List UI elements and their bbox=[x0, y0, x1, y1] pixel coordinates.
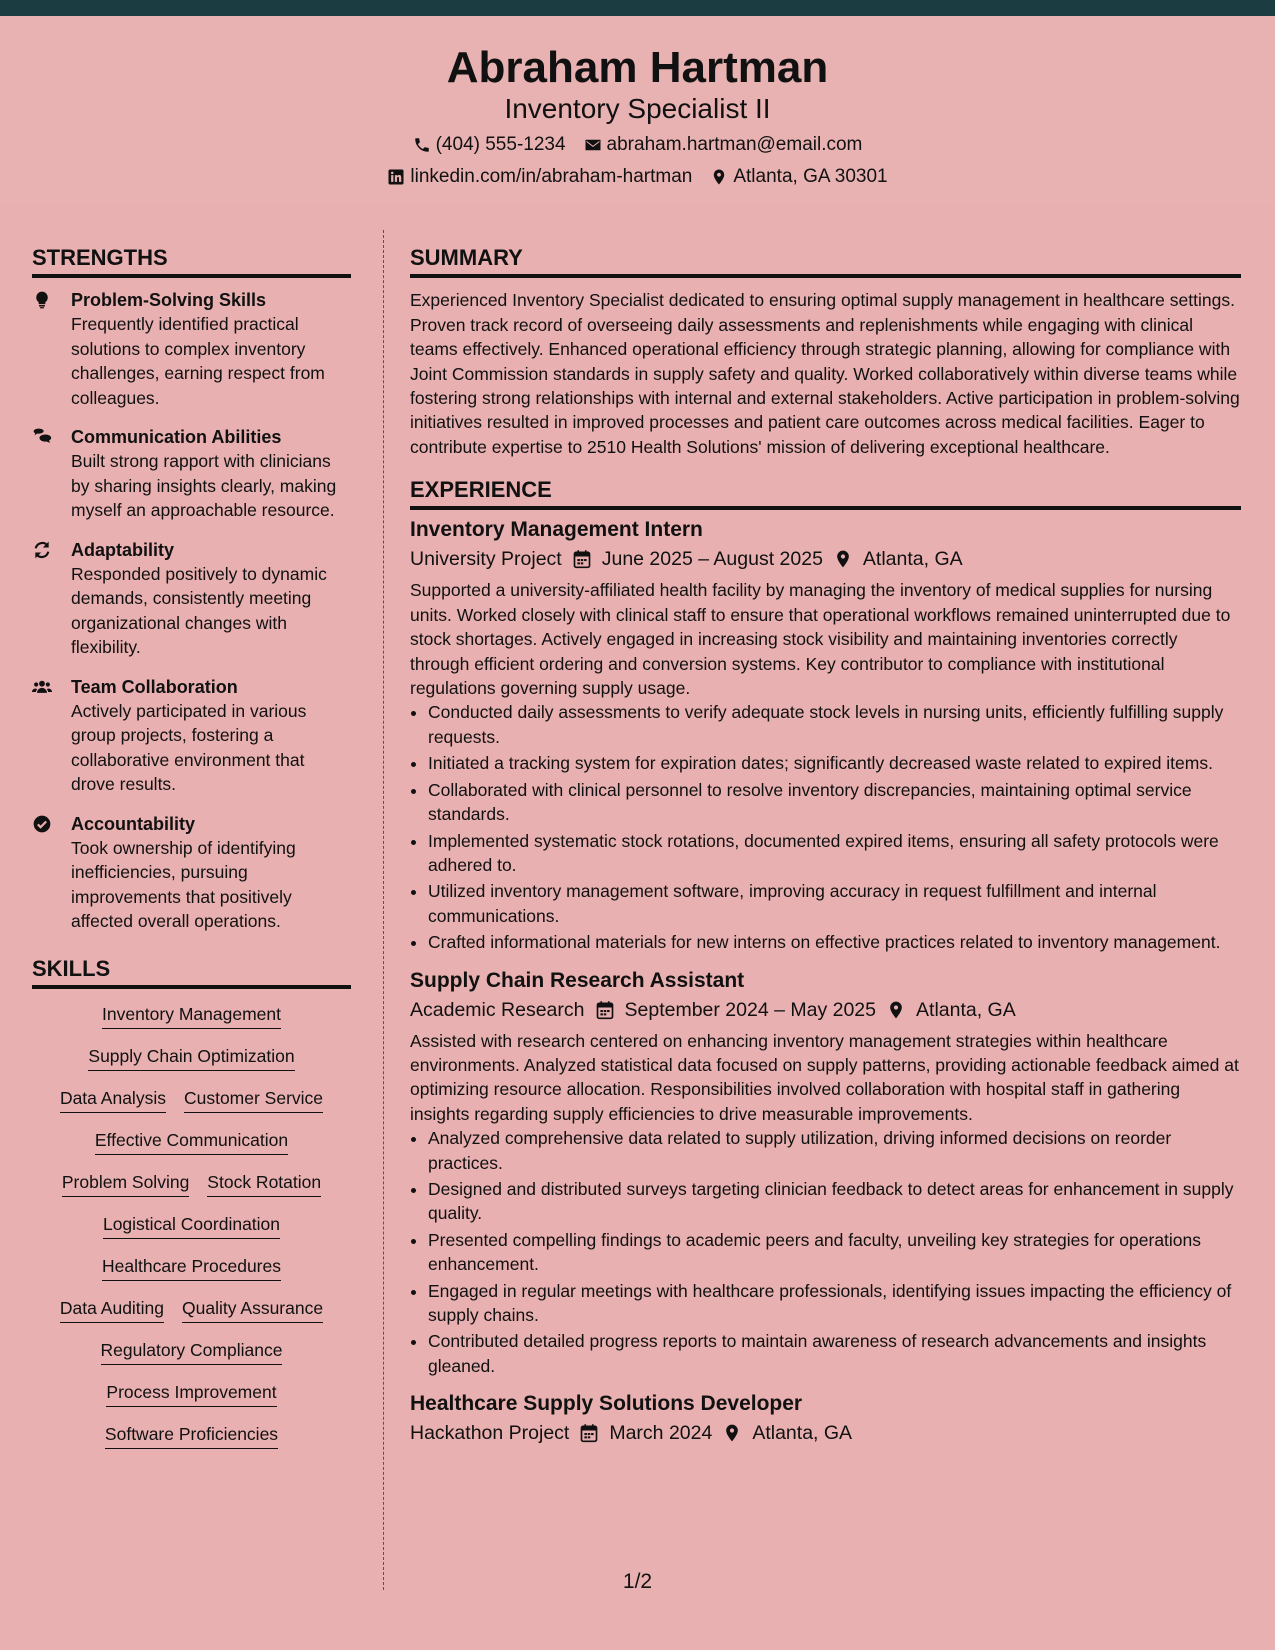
strength-name: Problem-Solving Skills bbox=[71, 290, 267, 311]
skills-heading: SKILLS bbox=[32, 956, 351, 989]
job-bullets bbox=[410, 1126, 1241, 1378]
check-circle-icon bbox=[32, 814, 54, 834]
job-entry bbox=[410, 516, 1241, 954]
strength-item bbox=[32, 425, 351, 523]
strength-desc: Actively participated in various group projects, fostering a collaborative environment that drove results. bbox=[71, 700, 307, 795]
calendar-icon bbox=[572, 549, 592, 569]
phone-contact bbox=[413, 134, 566, 156]
job-dates: March 2024 bbox=[609, 1422, 713, 1445]
strength-item bbox=[32, 812, 351, 934]
skill-tag: Effective Communication bbox=[95, 1129, 288, 1155]
linkedin-icon bbox=[387, 168, 405, 186]
skill-tag: Data Auditing bbox=[60, 1297, 164, 1323]
strength-name: Accountability bbox=[71, 813, 196, 834]
linkedin-text[interactable]: linkedin.com/in/abraham-hartman bbox=[410, 166, 693, 187]
strength-item bbox=[32, 538, 351, 660]
phone-text[interactable]: (404) 555-1234 bbox=[435, 134, 566, 155]
skill-row bbox=[32, 1003, 351, 1029]
bullet-item: • Conducted daily assessments to verify adequate stock levels in nursing units, efficiently fulfilling supply requests. bbox=[428, 700, 1241, 749]
skill-row bbox=[32, 1255, 351, 1281]
job-description: Assisted with research centered on enhancing inventory management strategies within healthcare environments. Analyzed statistical data focused on supply patterns, providing actionable feedback aimed at optimizing resource allocation. Responsibilities involved collaboration with hospital staff in gathering insights regarding supply efficiencies to drive measurable improvements. bbox=[410, 1030, 1239, 1124]
email-contact bbox=[584, 134, 863, 156]
strength-desc: Took ownership of identifying inefficiencies, pursuing improvements that positively affected overall operations. bbox=[71, 837, 296, 932]
skill-tag: Logistical Coordination bbox=[103, 1213, 280, 1239]
job-meta bbox=[410, 1418, 1241, 1448]
top-accent-bar bbox=[0, 0, 1275, 16]
map-pin-icon bbox=[886, 1000, 906, 1020]
contact-line-1 bbox=[0, 134, 1275, 156]
skills-list bbox=[32, 1003, 351, 1449]
bullet-item: • Implemented systematic stock rotations, documented expired items, ensuring all safety protocols were adhered to. bbox=[428, 829, 1241, 878]
summary-text: Experienced Inventory Specialist dedicated to ensuring optimal supply management in healthcare settings. Proven track record of overseeing daily assessments and replenishments while engaging with clinical teams effectively. Enhanced operational efficiency through strategic planning, allowing for compliance with Joint Commission standards in supply safety and quality. Worked collaboratively within diverse teams while fostering strong relationships with internal and external stakeholders. Active participation in problem-solving initiatives resulted in improved processes and patient care outcomes across medical facilities. Eager to contribute expertise to 2510 Health Solutions' mission of delivering exceptional healthcare. bbox=[410, 290, 1240, 457]
linkedin-contact bbox=[387, 166, 692, 188]
strength-item bbox=[32, 288, 351, 410]
email-text[interactable]: abraham.hartman@email.com bbox=[606, 134, 863, 155]
skill-tag: Quality Assurance bbox=[182, 1297, 323, 1323]
map-pin-icon bbox=[722, 1423, 742, 1443]
strength-desc: Responded positively to dynamic demands, consistently meeting organizational changes with flexibility. bbox=[71, 563, 327, 658]
job-dates: June 2025 – August 2025 bbox=[601, 548, 823, 571]
refresh-icon bbox=[32, 540, 54, 560]
strength-item bbox=[32, 675, 351, 797]
right-column bbox=[410, 245, 1241, 1460]
job-title: Healthcare Supply Solutions Developer bbox=[410, 1392, 803, 1416]
strength-name: Team Collaboration bbox=[71, 676, 238, 697]
page-number: 1/2 bbox=[622, 1570, 653, 1593]
skill-tag: Stock Rotation bbox=[207, 1171, 321, 1197]
skill-row bbox=[32, 1045, 351, 1071]
strength-name: Adaptability bbox=[71, 539, 175, 560]
calendar-icon bbox=[579, 1423, 599, 1443]
skill-row bbox=[32, 1339, 351, 1365]
skill-row bbox=[32, 1129, 351, 1155]
users-icon bbox=[32, 677, 54, 697]
bullet-item: • Presented compelling findings to academic peers and faculty, unveiling key strategies for operations enhancement. bbox=[428, 1228, 1241, 1277]
map-pin-icon bbox=[833, 549, 853, 569]
location-text: Atlanta, GA 30301 bbox=[733, 166, 888, 187]
bullet-item: • Analyzed comprehensive data related to supply utilization, driving informed decisions on reorder practices. bbox=[428, 1126, 1241, 1175]
job-org: University Project bbox=[410, 548, 562, 571]
skill-tag: Problem Solving bbox=[62, 1171, 189, 1197]
lightbulb-icon bbox=[32, 290, 54, 310]
bullet-item: • Contributed detailed progress reports to maintain awareness of research advancements and insights gleaned. bbox=[428, 1329, 1241, 1378]
location-contact bbox=[710, 166, 887, 188]
job-meta bbox=[410, 544, 1241, 574]
column-divider bbox=[383, 230, 384, 1590]
job-entry bbox=[410, 967, 1241, 1379]
job-location: Atlanta, GA bbox=[862, 548, 963, 571]
job-org: Academic Research bbox=[410, 998, 585, 1021]
bullet-item: • Utilized inventory management software, improving accuracy in request fulfillment and internal communications. bbox=[428, 879, 1241, 928]
left-column bbox=[32, 245, 351, 1465]
skill-tag: Supply Chain Optimization bbox=[88, 1045, 294, 1071]
skill-row bbox=[32, 1213, 351, 1239]
bullet-item: • Collaborated with clinical personnel to resolve inventory discrepancies, maintaining optimal service standards. bbox=[428, 778, 1241, 827]
summary-heading: SUMMARY bbox=[410, 245, 1241, 278]
experience-heading: EXPERIENCE bbox=[410, 477, 1241, 510]
job-title: Inventory Management Intern bbox=[410, 518, 703, 542]
job-meta bbox=[410, 995, 1241, 1025]
strength-desc: Frequently identified practical solutions to complex inventory challenges, earning respect from colleagues. bbox=[71, 314, 325, 408]
skill-tag: Regulatory Compliance bbox=[101, 1339, 283, 1365]
strengths-heading: STRENGTHS bbox=[32, 245, 351, 278]
bullet-item: • Engaged in regular meetings with healthcare professionals, identifying issues impacting the efficiency of supply chains. bbox=[428, 1279, 1241, 1328]
skill-tag: Data Analysis bbox=[60, 1087, 166, 1113]
skill-tag: Inventory Management bbox=[102, 1003, 281, 1029]
skill-row bbox=[32, 1423, 351, 1449]
comments-icon bbox=[32, 427, 54, 447]
skill-row bbox=[32, 1297, 351, 1323]
job-dates: September 2024 – May 2025 bbox=[624, 998, 877, 1021]
contact-line-2 bbox=[0, 166, 1275, 188]
phone-icon bbox=[413, 136, 431, 154]
candidate-name: Abraham Hartman bbox=[446, 43, 829, 92]
strength-name: Communication Abilities bbox=[71, 427, 282, 448]
skill-row bbox=[32, 1171, 351, 1197]
job-title: Supply Chain Research Assistant bbox=[410, 968, 745, 992]
strength-desc: Built strong rapport with clinicians by sharing insights clearly, making myself an approachable resource. bbox=[71, 451, 337, 521]
job-bullets bbox=[410, 700, 1241, 954]
skill-row bbox=[32, 1087, 351, 1113]
envelope-icon bbox=[584, 136, 602, 154]
job-entry bbox=[410, 1390, 1241, 1448]
skill-tag: Customer Service bbox=[184, 1087, 323, 1113]
skill-tag: Process Improvement bbox=[106, 1381, 276, 1407]
candidate-title: Inventory Specialist II bbox=[504, 93, 771, 124]
skill-row bbox=[32, 1381, 351, 1407]
resume-header bbox=[0, 16, 1275, 204]
bullet-item: • Designed and distributed surveys targeting clinician feedback to detect areas for enhancement in supply quality. bbox=[428, 1177, 1241, 1226]
calendar-icon bbox=[595, 1000, 615, 1020]
job-location: Atlanta, GA bbox=[752, 1422, 853, 1445]
job-location: Atlanta, GA bbox=[916, 998, 1016, 1021]
skill-tag: Software Proficiencies bbox=[105, 1423, 278, 1449]
map-pin-icon bbox=[710, 168, 728, 186]
skill-tag: Healthcare Procedures bbox=[102, 1255, 281, 1281]
bullet-item: • Initiated a tracking system for expiration dates; significantly decreased waste related to expired items. bbox=[428, 751, 1241, 775]
bullet-item: • Crafted informational materials for new interns on effective practices related to inventory management. bbox=[428, 930, 1241, 954]
job-description: Supported a university-affiliated health facility by managing the inventory of medical supplies for nursing units. Worked closely with clinical staff to ensure that operational workflows remained uninterrupted due to stock shortages. Actively engaged in increasing stock visibility and maintaining inventories correctly through efficient ordering and conversion systems. Key contributor to compliance with institutional regulations governing supply usage. bbox=[410, 580, 1231, 699]
job-org: Hackathon Project bbox=[410, 1422, 570, 1445]
